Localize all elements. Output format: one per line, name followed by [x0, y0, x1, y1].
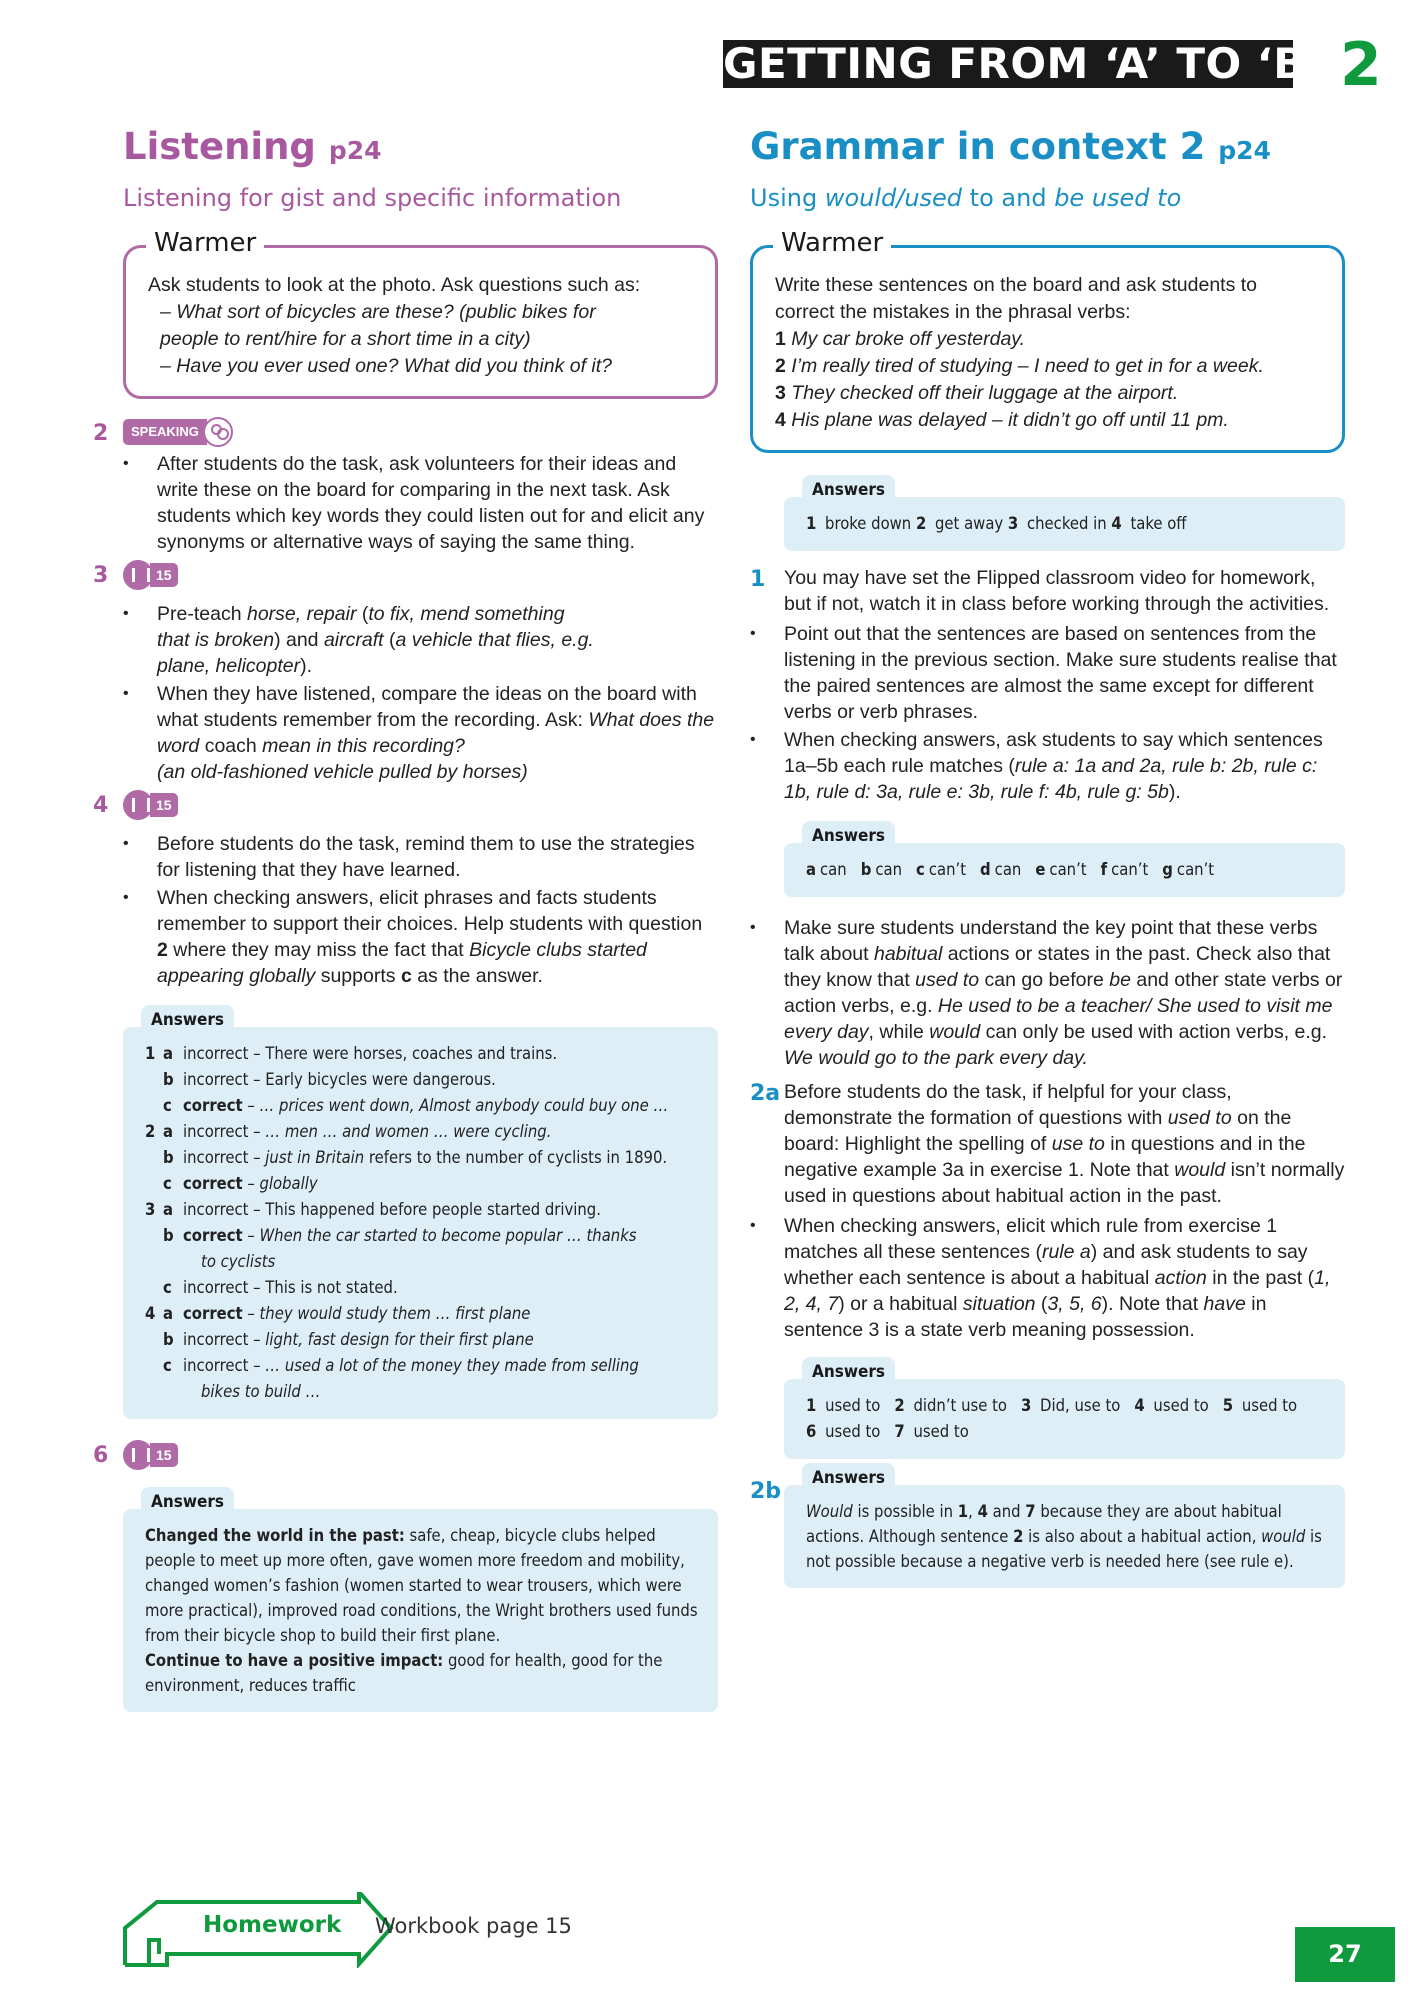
answers-tab: Answers: [141, 1487, 234, 1517]
step-1-bullet-3: • Make sure students understand the key point that these verbs talk about habitual actions or states in the past. Check also that they know that used to can go before be and other state verbs or action verbs, e.g. He used to be a teacher/ She used to visit me every day, while would can only be used with action verbs, e.g. We would go to the park every day.: [750, 915, 1345, 1071]
speaking-badge: SPEAKING: [123, 419, 233, 445]
listening-step-3: [93, 561, 718, 785]
unit-number: 2: [1340, 30, 1382, 100]
answers-box-step-1: Answers a can b can c can’t d can e can’t f can’t g can’t: [784, 843, 1345, 897]
grammar-warmer-box: [750, 228, 1345, 453]
homework-label: Homework: [203, 1912, 342, 1938]
pair-work-icon: [203, 417, 233, 447]
warmer-sentence-3: 3 They checked off their luggage at the airport.: [775, 382, 1179, 404]
warmer-label: Warmer: [773, 228, 891, 258]
grammar-step-2a: [750, 1079, 1345, 1343]
grammar-subtitle: Using would/used to and be used to: [750, 184, 1182, 212]
step-number: 2a: [750, 1081, 781, 1106]
homework-reference: Workbook page 15: [375, 1914, 572, 1938]
grammar-step-2b: [750, 1468, 1345, 1588]
listening-column: [93, 125, 718, 1712]
step-1-bullet-1: • Point out that the sentences are based on sentences from the listening in the previous section. Make sure students realise that the paired sentences are almost the same except for different verbs or verb phrases.: [750, 621, 1345, 725]
step-3-bullet-1: • Pre-teach horse, repair (to fix, mend something that is broken) and aircraft (a vehicle that flies, e.g. plane, helicopter).: [123, 601, 718, 679]
audio-icon: [123, 560, 153, 590]
audio-track-badge[interactable]: 15: [123, 561, 178, 589]
listening-subtitle: Listening for gist and specific information: [123, 184, 622, 212]
listening-step-2: [93, 419, 718, 555]
step-1-intro: You may have set the Flipped classroom video for homework, but if not, watch it in class before working through the activities.: [784, 567, 1330, 615]
unit-title-banner: GETTING FROM ‘A’ TO ‘B’: [723, 39, 1323, 88]
step-4-bullet-2: • When checking answers, elicit phrases and facts students remember to support their choices. Help students with question 2 where they may miss the fact that Bicycle clubs started appearing globally supports c as the answer.: [123, 885, 718, 989]
listening-title: Listening p24: [123, 125, 382, 168]
answers-box-warmer: Answers 1 broke down 2 get away 3 checked in 4 take off: [784, 497, 1345, 551]
step-number: 2: [93, 421, 109, 446]
audio-icon: [123, 1440, 153, 1470]
audio-track-badge[interactable]: 15: [123, 791, 178, 819]
warmer-sentence-4: 4 His plane was delayed – it didn’t go off until 11 pm.: [775, 409, 1229, 431]
audio-icon: [123, 790, 153, 820]
step-number: 6: [93, 1443, 109, 1468]
answers-tab: Answers: [802, 1357, 895, 1387]
warmer-question-1: – What sort of bicycles are these? (public bikes for: [160, 301, 596, 323]
step-4-bullet-1: • Before students do the task, remind them to use the strategies for listening that they have learned.: [123, 831, 718, 883]
homework-banner[interactable]: [123, 1892, 583, 1966]
answers-box-step-6: Answers Changed the world in the past: safe, cheap, bicycle clubs helped people to meet up more often, gave women more freedom and mobility, changed women’s fashion (women started to wear trousers, which were more practical), improved road conditions, the Wright brothers used funds from their bicycle shop to build their first plane. Continue to have a positive impact: good for health, good for the environment, reduces traffic: [123, 1509, 718, 1712]
warmer-sentence-1: 1 My car broke off yesterday.: [775, 328, 1026, 350]
step-2a-bullet: • When checking answers, elicit which rule from exercise 1 matches all these sentences (rule a) and ask students to say whether each sentence is about a habitual action in the past (1, 2, 4, 7) or a habitual situation (3, 5, 6). Note that have in sentence 3 is a state verb meaning possession.: [750, 1213, 1345, 1343]
step-2a-intro: Before students do the task, if helpful for your class, demonstrate the formation of questions with used to on the board: Highlight the spelling of use to in questions and in the negative example 3a in exercise 1. Note that would isn’t normally used in questions about habitual action in the past.: [784, 1081, 1345, 1207]
grammar-title: Grammar in context 2 p24: [750, 125, 1271, 168]
warmer-sentence-2: 2 I’m really tired of studying – I need to get in for a week.: [775, 355, 1264, 377]
answers-tab: Answers: [802, 821, 895, 851]
listening-step-6: [93, 1441, 718, 1475]
warmer-intro: Ask students to look at the photo. Ask questions such as:: [148, 274, 641, 296]
warmer-question-2: – Have you ever used one? What did you think of it?: [160, 355, 613, 377]
answers-tab: Answers: [802, 475, 895, 505]
grammar-column: [750, 125, 1345, 1588]
step-3-bullet-2: • When they have listened, compare the ideas on the board with what students remember from the recording. Ask: What does the word coach mean in this recording? (an old-fashioned vehicle pulled by horses): [123, 681, 718, 785]
answers-box-step-2b: Answers Would is possible in 1, 4 and 7 because they are about habitual actions. Although sentence 2 is also about a habitual action, would is not possible because a negative verb is needed here (see rule e).: [784, 1485, 1345, 1588]
step-number: 3: [93, 563, 109, 588]
answers-tab: Answers: [802, 1463, 895, 1493]
answers-box-step-4: Answers 1 a incorrect – There were horses, coaches and trains. b incorrect – Early bicycles were dangerous. c correct – … prices went down, Almost anybody could buy one … 2 a incorrect – … men … and women … were cycling. b incorrect – just in Britain refers to the number of cyclists in 1890. c correct – globally 3 a incorrect – This happened before people started driving. b correct – When the car started to become popular … thanks to cyclists c incorrect – This is not stated. 4 a correct – they would study them … first plane b incorrect – light, fast design for their first plane c incorrect – … used a lot of the money they made from selling bikes to build …: [123, 1027, 718, 1419]
warmer-label: Warmer: [146, 228, 264, 258]
listening-warmer-box: [123, 228, 718, 399]
page-number: 27: [1295, 1927, 1395, 1982]
step-number: 1: [750, 567, 766, 592]
step-1-bullet-2: • When checking answers, ask students to say which sentences 1a–5b each rule matches (rule a: 1a and 2a, rule b: 2b, rule c: 1b, rule d: 3a, rule e: 3b, rule f: 4b, rule g: 5b).: [750, 727, 1345, 805]
step-number: 2b: [750, 1479, 782, 1504]
answers-box-step-2a: Answers 1 used to 2 didn’t use to 3 Did, use to 4 used to 5 used to 6 used to 7 used to: [784, 1379, 1345, 1459]
warmer-question-1b: people to rent/hire for a short time in a city): [160, 328, 531, 350]
listening-step-4: [93, 791, 718, 989]
audio-track-badge[interactable]: 15: [123, 1441, 178, 1469]
step-number: 4: [93, 793, 109, 818]
warmer-intro: Write these sentences on the board and ask students to correct the mistakes in the phrasal verbs:: [775, 274, 1258, 323]
step-2-bullet: • After students do the task, ask volunteers for their ideas and write these on the board for comparing in the next task. Ask students which key words they could listen out for and elicit any synonyms or alternative ways of saying the same thing.: [123, 451, 718, 555]
answers-tab: Answers: [141, 1005, 234, 1035]
grammar-step-1: [750, 565, 1345, 805]
